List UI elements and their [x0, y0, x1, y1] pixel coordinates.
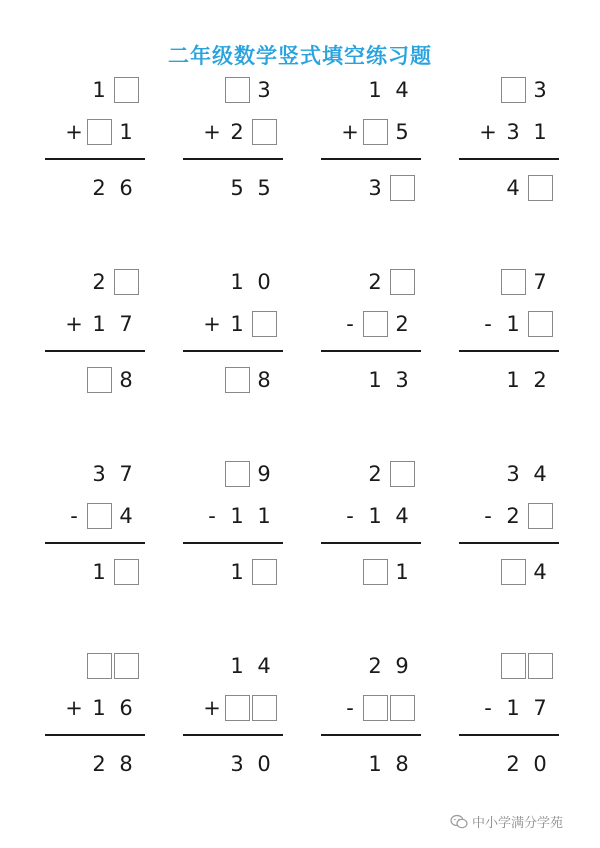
digit: 1: [230, 560, 244, 584]
wechat-icon: [450, 814, 468, 830]
digit: 7: [119, 462, 133, 486]
digit: 9: [395, 654, 409, 678]
sum-line: [459, 350, 559, 352]
blank-box[interactable]: [225, 367, 250, 393]
digit: 3: [533, 78, 547, 102]
sum-line: [183, 542, 283, 544]
problem-3: [321, 76, 421, 216]
page-title: 二年级数学竖式填空练习题: [168, 44, 432, 68]
digit: 2: [368, 462, 382, 486]
problem-top-row: [223, 652, 277, 680]
operator-sign: -: [484, 504, 492, 528]
operator-sign: +: [65, 120, 83, 144]
problem-11: [321, 460, 421, 600]
problem-mid-row: [339, 310, 415, 338]
sum-line: [183, 158, 283, 160]
operator-sign: -: [346, 312, 354, 336]
problem-top-row: [499, 652, 553, 680]
problem-top-row: [499, 76, 553, 104]
problem-mid-row: [339, 502, 415, 530]
digit: 4: [395, 504, 409, 528]
digit: 1: [92, 78, 106, 102]
problem-ans-row: [499, 750, 553, 778]
problem-ans-row: [85, 750, 139, 778]
blank-box[interactable]: [501, 269, 526, 295]
digit: 8: [119, 368, 133, 392]
problem-9: [45, 460, 145, 600]
problem-mid-row: [477, 310, 553, 338]
blank-box[interactable]: [363, 559, 388, 585]
blank-box[interactable]: [114, 269, 139, 295]
problem-top-row: [361, 268, 415, 296]
digit: 0: [257, 270, 271, 294]
digit: 7: [533, 270, 547, 294]
problem-1: [45, 76, 145, 216]
sum-line: [183, 734, 283, 736]
problem-mid-row: [201, 310, 277, 338]
sum-line: [45, 542, 145, 544]
problem-mid-row: [63, 502, 139, 530]
digit: 1: [230, 504, 244, 528]
problem-5: [45, 268, 145, 408]
digit: 8: [119, 752, 133, 776]
problem-top-row: [85, 76, 139, 104]
digit: 5: [395, 120, 409, 144]
blank-box[interactable]: [225, 695, 250, 721]
sum-line: [45, 734, 145, 736]
sum-line: [45, 158, 145, 160]
problem-mid-row: [477, 118, 553, 146]
sum-line: [45, 350, 145, 352]
sum-line: [321, 350, 421, 352]
digit: 1: [92, 696, 106, 720]
sum-line: [459, 158, 559, 160]
problem-12: [459, 460, 559, 600]
blank-box[interactable]: [225, 461, 250, 487]
digit: 0: [257, 752, 271, 776]
digit: 1: [368, 752, 382, 776]
digit: 6: [119, 176, 133, 200]
problem-8: [459, 268, 559, 408]
digit: 8: [257, 368, 271, 392]
blank-box[interactable]: [501, 653, 526, 679]
blank-box[interactable]: [363, 311, 388, 337]
problem-ans-row: [223, 174, 277, 202]
problem-4: [459, 76, 559, 216]
digit: 2: [230, 120, 244, 144]
digit: 8: [395, 752, 409, 776]
digit: 1: [257, 504, 271, 528]
blank-box[interactable]: [252, 119, 277, 145]
blank-box[interactable]: [363, 119, 388, 145]
problem-mid-row: [201, 502, 277, 530]
blank-box[interactable]: [528, 503, 553, 529]
problem-7: [321, 268, 421, 408]
digit: 4: [506, 176, 520, 200]
problem-mid-row: [201, 118, 277, 146]
operator-sign: +: [203, 312, 221, 336]
operator-sign: +: [479, 120, 497, 144]
digit: 1: [230, 312, 244, 336]
problem-ans-row: [223, 558, 277, 586]
problem-mid-row: [339, 118, 415, 146]
blank-box[interactable]: [528, 175, 553, 201]
digit: 2: [92, 752, 106, 776]
blank-box[interactable]: [252, 559, 277, 585]
blank-box[interactable]: [390, 461, 415, 487]
problem-2: [183, 76, 283, 216]
problem-top-row: [499, 268, 553, 296]
problem-top-row: [85, 460, 139, 488]
blank-box[interactable]: [87, 367, 112, 393]
problem-mid-row: [63, 694, 139, 722]
blank-box[interactable]: [87, 119, 112, 145]
blank-box[interactable]: [87, 653, 112, 679]
digit: 1: [368, 78, 382, 102]
operator-sign: +: [65, 696, 83, 720]
digit: 1: [533, 120, 547, 144]
digit: 1: [230, 270, 244, 294]
digit: 3: [506, 120, 520, 144]
problem-ans-row: [85, 366, 139, 394]
operator-sign: -: [484, 312, 492, 336]
digit: 7: [119, 312, 133, 336]
digit: 1: [119, 120, 133, 144]
digit: 3: [92, 462, 106, 486]
digit: 1: [368, 504, 382, 528]
problem-top-row: [361, 76, 415, 104]
digit: 7: [533, 696, 547, 720]
digit: 2: [92, 270, 106, 294]
digit: 1: [506, 312, 520, 336]
problem-mid-row: [477, 502, 553, 530]
problem-ans-row: [361, 366, 415, 394]
problem-mid-row: [477, 694, 553, 722]
operator-sign: +: [341, 120, 359, 144]
operator-sign: -: [346, 696, 354, 720]
problem-ans-row: [361, 174, 415, 202]
blank-box[interactable]: [390, 695, 415, 721]
sum-line: [321, 158, 421, 160]
blank-box[interactable]: [363, 695, 388, 721]
blank-box[interactable]: [390, 175, 415, 201]
sum-line: [459, 734, 559, 736]
digit: 2: [368, 654, 382, 678]
operator-sign: +: [65, 312, 83, 336]
digit: 1: [92, 560, 106, 584]
footer-watermark: [450, 812, 563, 831]
problem-top-row: [85, 652, 139, 680]
digit: 1: [395, 560, 409, 584]
digit: 9: [257, 462, 271, 486]
blank-box[interactable]: [252, 311, 277, 337]
problem-ans-row: [499, 366, 553, 394]
blank-box[interactable]: [225, 77, 250, 103]
digit: 2: [395, 312, 409, 336]
digit: 3: [368, 176, 382, 200]
blank-box[interactable]: [87, 503, 112, 529]
digit: 0: [533, 752, 547, 776]
sum-line: [321, 734, 421, 736]
sum-line: [459, 542, 559, 544]
digit: 4: [533, 560, 547, 584]
problem-ans-row: [223, 366, 277, 394]
digit: 1: [368, 368, 382, 392]
digit: 2: [92, 176, 106, 200]
digit: 2: [533, 368, 547, 392]
problem-top-row: [361, 460, 415, 488]
digit: 1: [506, 368, 520, 392]
problem-ans-row: [85, 174, 139, 202]
blank-box[interactable]: [390, 269, 415, 295]
digit: 5: [230, 176, 244, 200]
digit: 4: [395, 78, 409, 102]
problem-mid-row: [63, 310, 139, 338]
operator-sign: -: [208, 504, 216, 528]
digit: 1: [230, 654, 244, 678]
digit: 3: [506, 462, 520, 486]
blank-box[interactable]: [114, 653, 139, 679]
digit: 4: [119, 504, 133, 528]
sum-line: [321, 542, 421, 544]
digit: 2: [368, 270, 382, 294]
operator-sign: -: [346, 504, 354, 528]
digit: 4: [257, 654, 271, 678]
blank-box[interactable]: [528, 311, 553, 337]
problem-top-row: [85, 268, 139, 296]
digit: 2: [506, 504, 520, 528]
blank-box[interactable]: [528, 653, 553, 679]
operator-sign: -: [484, 696, 492, 720]
problem-top-row: [361, 652, 415, 680]
digit: 6: [119, 696, 133, 720]
digit: 2: [506, 752, 520, 776]
blank-box[interactable]: [501, 559, 526, 585]
problem-16: [459, 652, 559, 792]
digit: 1: [506, 696, 520, 720]
problem-mid-row: [201, 694, 277, 722]
problem-14: [183, 652, 283, 792]
problem-ans-row: [361, 558, 415, 586]
problem-mid-row: [63, 118, 139, 146]
operator-sign: -: [70, 504, 78, 528]
problem-ans-row: [499, 174, 553, 202]
sum-line: [183, 350, 283, 352]
blank-box[interactable]: [252, 695, 277, 721]
blank-box[interactable]: [114, 77, 139, 103]
digit: 3: [257, 78, 271, 102]
blank-box[interactable]: [114, 559, 139, 585]
problem-ans-row: [361, 750, 415, 778]
problem-top-row: [223, 268, 277, 296]
digit: 3: [230, 752, 244, 776]
digit: 3: [395, 368, 409, 392]
footer-label: 中小学满分学苑: [472, 816, 564, 831]
problem-13: [45, 652, 145, 792]
problem-ans-row: [499, 558, 553, 586]
digit: 4: [533, 462, 547, 486]
problem-mid-row: [339, 694, 415, 722]
operator-sign: +: [203, 696, 221, 720]
problem-15: [321, 652, 421, 792]
problem-top-row: [223, 460, 277, 488]
digit: 1: [92, 312, 106, 336]
problem-top-row: [223, 76, 277, 104]
digit: 5: [257, 176, 271, 200]
blank-box[interactable]: [501, 77, 526, 103]
problem-6: [183, 268, 283, 408]
problem-ans-row: [223, 750, 277, 778]
problem-10: [183, 460, 283, 600]
problem-ans-row: [85, 558, 139, 586]
problem-top-row: [499, 460, 553, 488]
operator-sign: +: [203, 120, 221, 144]
